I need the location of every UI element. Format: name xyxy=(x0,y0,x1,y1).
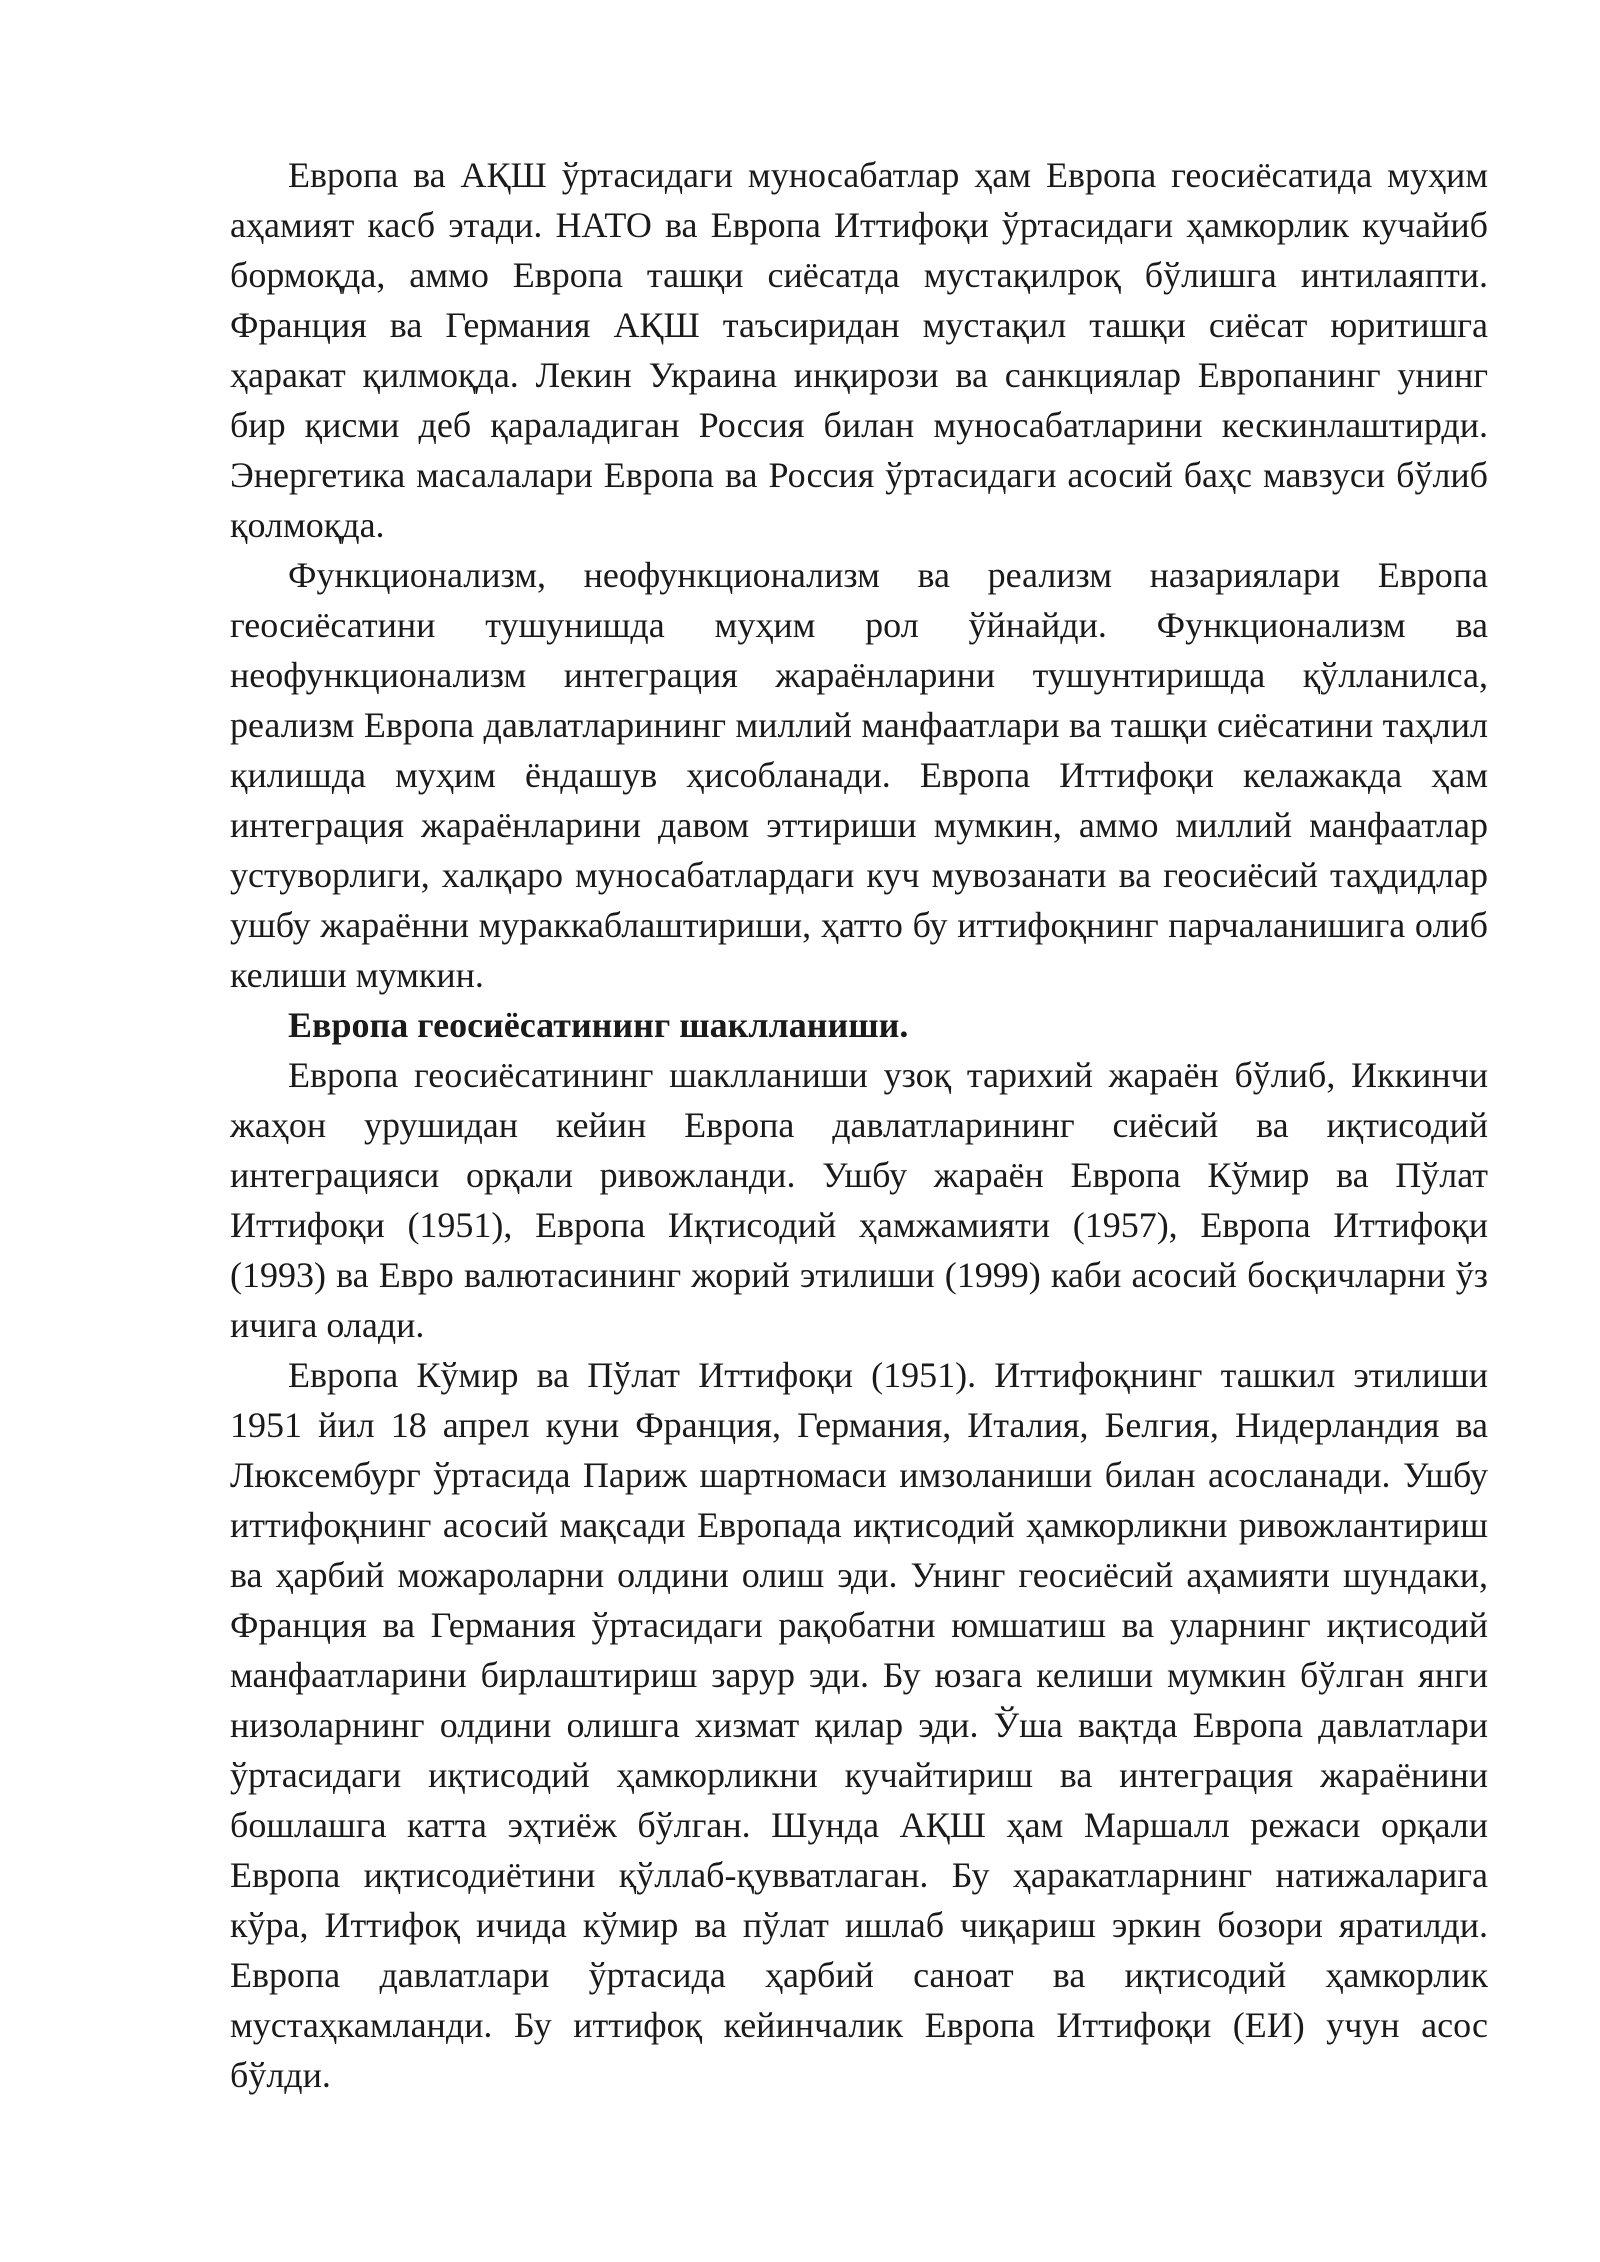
paragraph-formation: Европа геосиёсатининг шаклланиши узоқ тарихий жараён бўлиб, Иккинчи жаҳон урушидан кейин Европа давлатларининг сиёсий ва иқтисодий интеграцияси орқали ривожланди. Ушбу жараён Европа Кўмир ва Пўлат Иттифоқи (1951), Европа Иқтисодий ҳамжамияти (1957), Европа Иттифоқи (1993) ва Евро валютасининг жорий этилиши (1999) каби асосий босқичларни ўз ичига олади. xyxy=(230,1055,1488,1345)
document-page xyxy=(230,150,1488,2100)
section-heading: Европа геосиёсатининг шаклланиши. xyxy=(288,1005,909,1045)
paragraph-theories: Функционализм, неофункционализм ва реализм назариялари Европа геосиёсатини тушунишда муҳим рол ўйнайди. Функционализм ва неофункционализм интеграция жараёнларини тушунтиришда қўлланилса, реализм Европа давлатларининг миллий манфаатлари ва ташқи сиёсатини таҳлил қилишда муҳим ёндашув ҳисобланади. Европа Иттифоқи келажакда ҳам интеграция жараёнларини давом эттириши мумкин, аммо миллий манфаатлар устуворлиги, халқаро муносабатлардаги куч мувозанати ва геосиёсий таҳдидлар ушбу жараённи мураккаблаштириши, ҳатто бу иттифоқнинг парчаланишига олиб келиши мумкин. xyxy=(230,555,1488,995)
paragraph-ecsc: Европа Кўмир ва Пўлат Иттифоқи (1951). Иттифоқнинг ташкил этилиши 1951 йил 18 апрел куни Франция, Германия, Италия, Белгия, Нидерландия ва Люксембург ўртасида Париж шартномаси имзоланиши билан асосланади. Ушбу иттифоқнинг асосий мақсади Европада иқтисодий ҳамкорликни ривожлантириш ва ҳарбий можароларни олдини олиш эди. Унинг геосиёсий аҳамияти шундаки, Франция ва Германия ўртасидаги рақобатни юмшатиш ва уларнинг иқтисодий манфаатларини бирлаштириш зарур эди. Бу юзага келиши мумкин бўлган янги низоларнинг олдини олишга хизмат қилар эди. Ўша вақтда Европа давлатлари ўртасидаги иқтисодий ҳамкорликни кучайтириш ва интеграция жараёнини бошлашга катта эҳтиёж бўлган. Шунда АҚШ ҳам Маршалл режаси орқали Европа иқтисодиётини қўллаб-қувватлаган. Бу ҳаракатларнинг натижаларига кўра, Иттифоқ ичида кўмир ва пўлат ишлаб чиқариш эркин бозори яратилди. Европа давлатлари ўртасида ҳарбий саноат ва иқтисодий ҳамкорлик мустаҳкамланди. Бу иттифоқ кейинчалик Европа Иттифоқи (ЕИ) учун асос бўлди. xyxy=(230,1355,1488,2095)
paragraph-eu-us-relations: Европа ва АҚШ ўртасидаги муносабатлар ҳам Европа геосиёсатида муҳим аҳамият касб этади. НАТО ва Европа Иттифоқи ўртасидаги ҳамкорлик кучайиб бормоқда, аммо Европа ташқи сиёсатда мустақилроқ бўлишга интилаяпти. Франция ва Германия АҚШ таъсиридан мустақил ташқи сиёсат юритишга ҳаракат қилмоқда. Лекин Украина инқирози ва санкциялар Европанинг унинг бир қисми деб қараладиган Россия билан муносабатларини кескинлаштирди. Энергетика масалалари Европа ва Россия ўртасидаги асосий баҳс мавзуси бўлиб қолмоқда. xyxy=(230,155,1488,545)
